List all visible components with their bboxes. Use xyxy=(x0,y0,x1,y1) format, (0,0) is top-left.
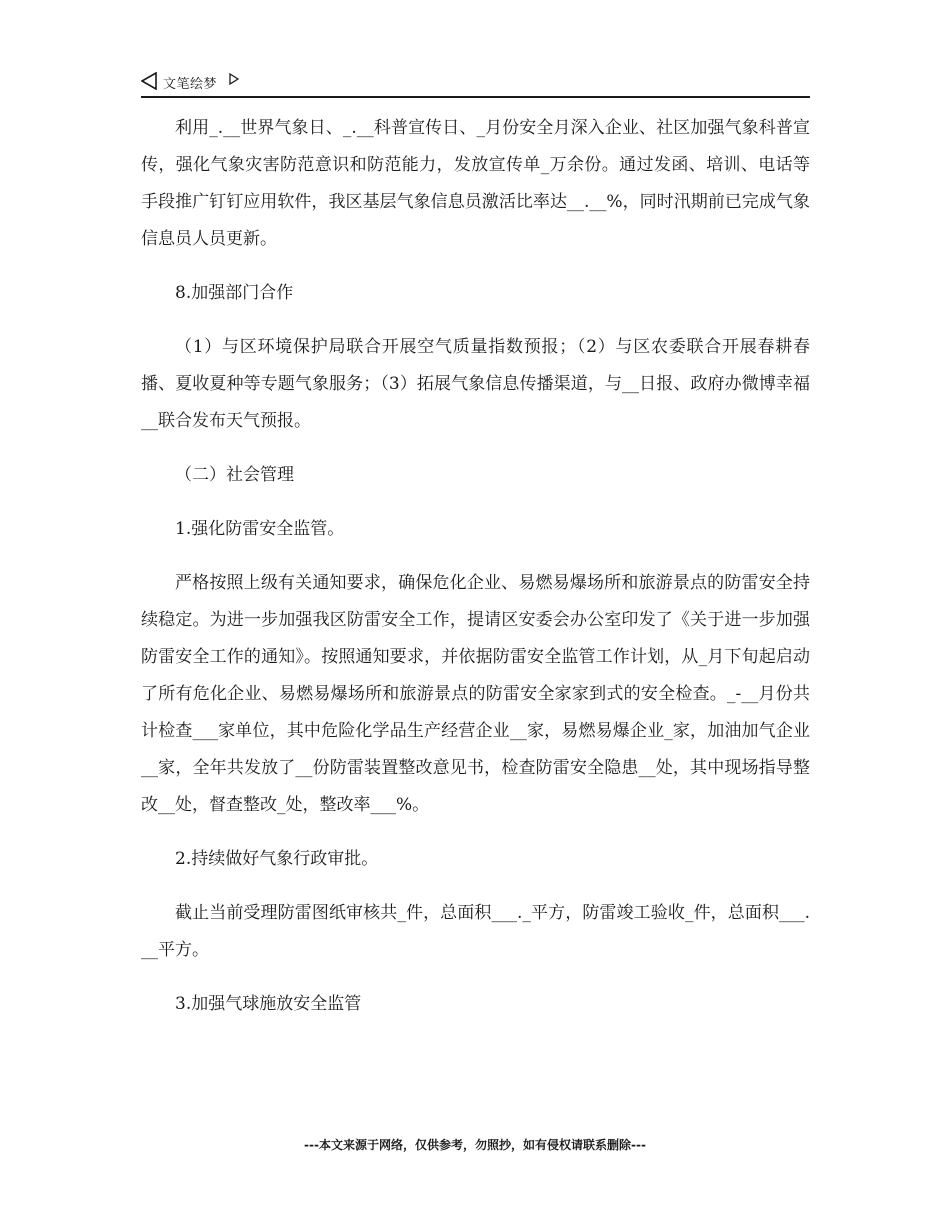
heading-social-management: （二）社会管理 xyxy=(175,465,294,485)
heading-balloon-supervision: 3.加强气球施放安全监管 xyxy=(175,994,362,1014)
paragraph-cooperation: （1）与区环境保护局联合开展空气质量指数预报；（2）与区农委联合开展春耕春播、夏收夏种等专题气象服务；（3）拓展气象信息传播渠道，与__日报、政府办微博幸福__联合发布天气预报。 xyxy=(141,337,810,431)
document-body xyxy=(141,110,810,1040)
heading-lightning-supervision: 1.强化防雷安全监管。 xyxy=(175,519,345,539)
heading-administrative-approval: 2.持续做好气象行政审批。 xyxy=(175,849,379,869)
paragraph-publicity: 利用_.__世界气象日、_.__科普宣传日、_月份安全月深入企业、社区加强气象科普宣传，强化气象灾害防范意识和防范能力，发放宣传单_万余份。通过发函、培训、电话等手段推广钉钉应用软件，我区基层气象信息员激活比率达__.__%，同时汛期前已完成气象信息员人员更新。 xyxy=(141,118,810,249)
page-footer-disclaimer: ---本文来源于网络，仅供参考，勿照抄，如有侵权请联系删除--- xyxy=(304,1138,646,1152)
page-header xyxy=(141,70,810,98)
paragraph-lightning-supervision: 严格按照上级有关通知要求，确保危化企业、易燃易爆场所和旅游景点的防雷安全持续稳定。为进一步加强我区防雷安全工作，提请区安委会办公室印发了《关于进一步加强防雷安全工作的通知》。按照通知要求，并依据防雷安全监管工作计划，从_月下旬起启动了所有危化企业、易燃易爆场所和旅游景点的防雷安全家家到式的安全检查。_-__月份共计检查___家单位，其中危险化学品生产经营企业__家，易燃易爆企业_家，加油加气企业__家，全年共发放了__份防雷装置整改意见书，检查防雷安全隐患__处，其中现场指导整改__处，督查整改_处，整改率___%。 xyxy=(141,573,810,815)
paragraph-administrative-approval: 截止当前受理防雷图纸审核共_件，总面积___._平方，防雷竣工验收_件，总面积___.__平方。 xyxy=(141,903,810,960)
triangle-left-icon xyxy=(141,72,157,90)
triangle-right-icon xyxy=(229,73,239,85)
heading-department-cooperation: 8.加强部门合作 xyxy=(175,283,294,303)
header-brand: 文笔绘梦 xyxy=(163,77,218,92)
